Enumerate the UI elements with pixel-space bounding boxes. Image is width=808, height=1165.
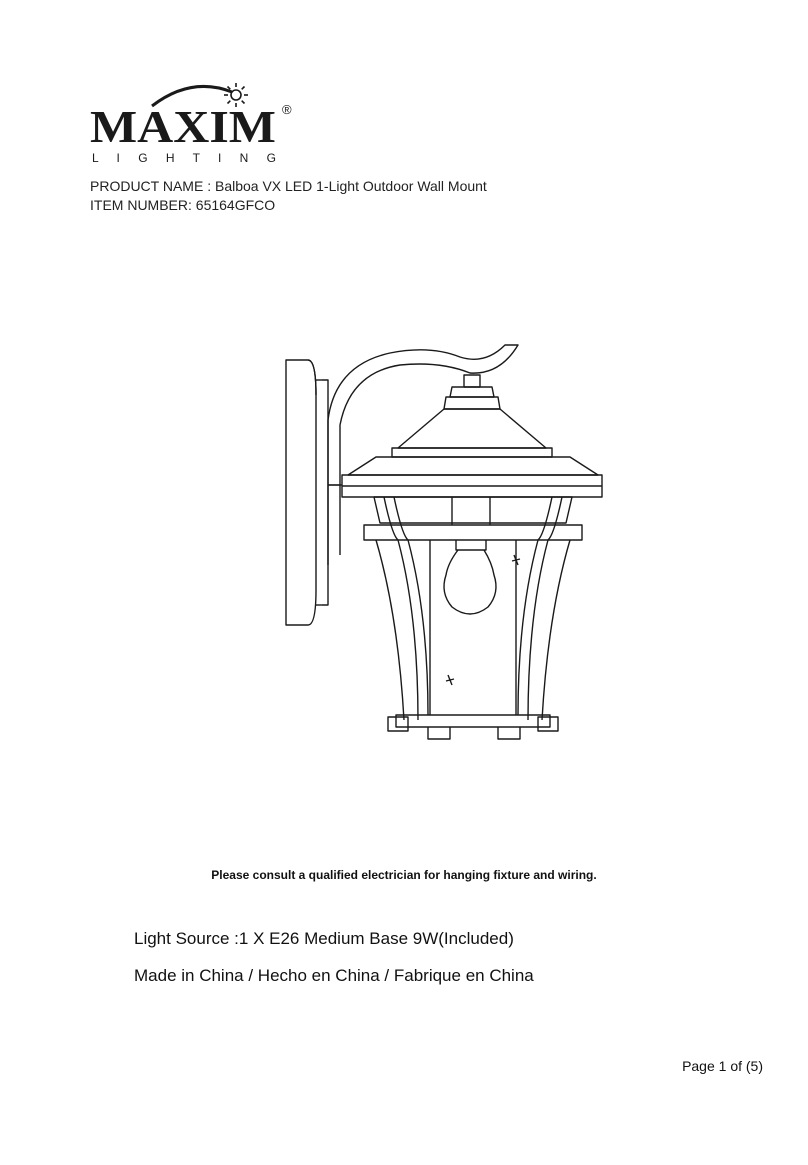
maxim-lighting-logo: [86, 78, 306, 168]
electrician-notice: Please consult a qualified electrician for hanging fixture and wiring.: [211, 868, 597, 882]
outdoor-wall-lantern-drawing: [280, 335, 610, 745]
svg-text:MAXIM: MAXIM: [90, 101, 276, 152]
item-number: ITEM NUMBER: 65164GFCO: [90, 197, 276, 213]
svg-text:L I G H T I N G: L I G H T I N G: [92, 151, 276, 165]
page-number: Page 1 of (5): [682, 1058, 763, 1074]
svg-text:®: ®: [282, 102, 292, 117]
product-name: PRODUCT NAME : Balboa VX LED 1-Light Outdoor Wall Mount: [90, 178, 487, 194]
country-of-origin: Made in China / Hecho en China / Fabrique en China: [134, 966, 534, 985]
light-source-spec: Light Source :1 X E26 Medium Base 9W(Included): [134, 929, 514, 948]
